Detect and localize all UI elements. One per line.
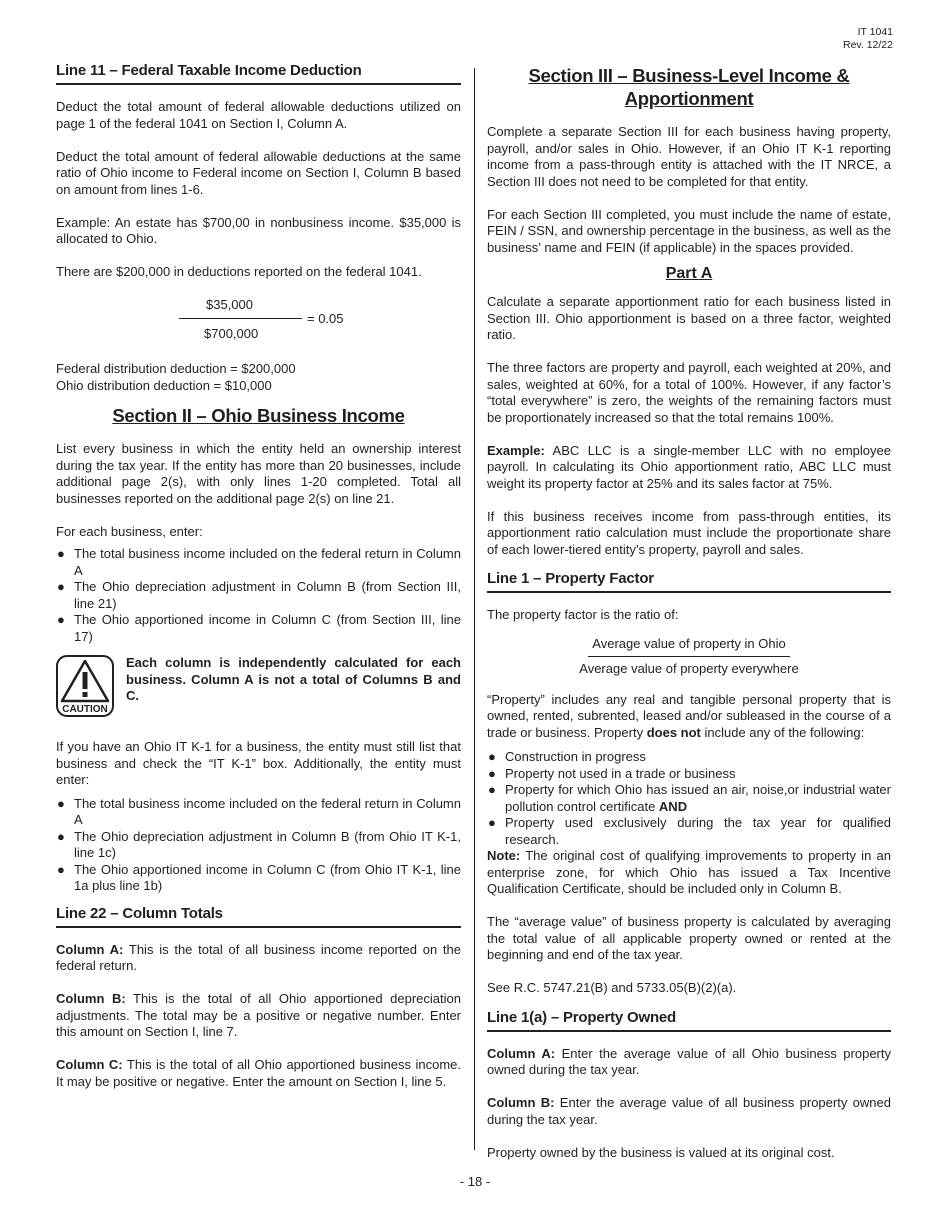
form-number: IT 1041 (857, 26, 893, 38)
line1a-column-a: Column A: Enter the average value of all Ohio business property owned during the tax year. (487, 1045, 891, 1077)
section3-paragraph-1: Complete a separate Section III for each business having property, payroll, and/or sales in Ohio. However, if an Ohio IT K-1 reporting income from a pass-through entity is attached with the IT NRCE, a Section III does not need to be completed for that entity. (487, 124, 891, 189)
bullet-icon: ● (57, 612, 65, 627)
partA-paragraph-1: Calculate a separate apportionment ratio for each business listed in Section III. Ohio apportionment is based on a three factor, weighted ratio. (487, 294, 891, 342)
bullet-icon: ● (488, 782, 496, 797)
bullet-icon: ● (488, 765, 496, 781)
line1-note: Note: The original cost of qualifying improvements to property in an enterprise zone, for which Ohio has issued a Tax Incentive Qualification Certificate, should be included only in Column B. (487, 848, 891, 896)
form-header (843, 26, 893, 51)
section3-heading: Section III – Business-Level Income & Apportionment (528, 65, 850, 109)
fraction-result: = 0.05 (307, 311, 344, 326)
left-column (56, 62, 461, 1107)
line11-heading: Line 11 – Federal Taxable Income Deduction (56, 62, 461, 85)
partA-heading: Part A (665, 265, 713, 282)
bullet-icon: ● (57, 861, 65, 877)
caution-icon (56, 655, 114, 717)
ohio-deduction-result: Ohio distribution deduction = $10,000 (56, 377, 272, 393)
list-item: ● The Ohio apportioned income in Column C (from Section III, line 17) (57, 612, 461, 644)
line1a-heading: Line 1(a) – Property Owned (487, 1009, 891, 1032)
property-numerator: Average value of property in Ohio (588, 636, 789, 658)
section2-bullets-1 (56, 546, 461, 645)
bullet-icon: ● (57, 828, 65, 844)
list-item: ● Property not used in a trade or business (488, 765, 736, 781)
line1-paragraph-1: The property factor is the ratio of: (487, 607, 679, 622)
section2-heading: Section II – Ohio Business Income (112, 405, 405, 426)
line1-paragraph-3: The “average value” of business property is calculated by averaging the total value of all applicable property owned or rented at the beginning and end of the tax year. (487, 914, 891, 962)
line1a-paragraph: Property owned by the business is valued at its original cost. (487, 1144, 835, 1160)
fraction-bar (179, 318, 302, 319)
column-divider (474, 68, 475, 1150)
caution-label: CAUTION (62, 704, 108, 715)
property-exclusions (487, 749, 891, 848)
line1-heading: Line 1 – Property Factor (487, 570, 891, 593)
line22-column-a: Column A: This is the total of all business income reported on the federal return. (56, 941, 461, 973)
bullet-icon: ● (57, 546, 65, 561)
partA-paragraph-3: If this business receives income from pass-through entities, its apportionment ratio calculation must include the proportionate share of each lower-tiered entity’s property, payroll and sales. (487, 508, 891, 557)
bullet-icon: ● (57, 579, 65, 594)
list-item: ● The total business income included on the federal return in Column A (57, 795, 461, 827)
right-column (487, 62, 891, 1178)
partA-example: Example: ABC LLC is a single-member LLC with no employee payroll. In calculating its Ohio apportionment ratio, ABC LLC must weight its property factor at 25% and its sales factor at 75%. (487, 442, 891, 491)
list-item: ● The Ohio apportioned income in Column C (from Ohio IT K-1, line 1a plus line 1b) (57, 861, 461, 893)
section2-paragraph-1: List every business in which the entity held an ownership interest during the tax year. If the entity has more than 20 businesses, include additional page 2(s), with only lines 1-20 completed. Total all businesses reported on the additional page 2(s) on line 21. (56, 441, 461, 506)
section3-paragraph-2: For each Section III completed, you must include the name of estate, FEIN / SSN, and ownership percentage in the business, as well as the business’ name and FEIN (if applicable) in the spaces provided. (487, 206, 891, 255)
section2-paragraph-2: For each business, enter: (56, 523, 203, 539)
list-item: ● The total business income included on the federal return in Column A (57, 546, 461, 578)
list-item: ● The Ohio depreciation adjustment in Column B (from Section III, line 21) (57, 579, 461, 611)
fraction-denominator: $700,000 (204, 326, 259, 341)
bullet-icon: ● (488, 815, 496, 830)
line11-paragraph-2: Deduct the total amount of federal allowable deductions at the same ratio of Ohio income to Federal income on Section I, Column B based on amount from lines 1-6. (56, 148, 461, 197)
line22-column-c: Column C: This is the total of all Ohio apportioned business income. It may be positive or negative. Enter the amount on Section I, line 5. (56, 1057, 461, 1089)
section2-bullets-2 (56, 796, 461, 895)
form-revision: Rev. 12/22 (842, 38, 893, 51)
list-item: ● The Ohio depreciation adjustment in Column B (from Ohio IT K-1, line 1c) (57, 828, 461, 860)
caution-text: Each column is independently calculated for each business. Column A is not a total of Columns B and C. (126, 655, 461, 703)
page-number: - 18 - (459, 1174, 491, 1189)
line1a-column-b: Column B: Enter the average value of all business property owned during the tax year. (487, 1095, 891, 1127)
ratio-fraction (56, 297, 461, 347)
federal-deduction-result: Federal distribution deduction = $200,000 (56, 361, 296, 376)
list-item: ● Property for which Ohio has issued an air, noise,or industrial water pollution control certificate AND (488, 782, 891, 814)
line11-example: Example: An estate has $700,00 in nonbusiness income. $35,000 is allocated to Ohio. (56, 214, 461, 246)
section2-paragraph-3: If you have an Ohio IT K-1 for a business, the entity must still list that business and check the “IT K-1” box. Additionally, the entity must enter: (56, 739, 461, 787)
caution-box (56, 655, 461, 717)
property-denominator: Average value of property everywhere (579, 661, 799, 676)
line11-deductions: There are $200,000 in deductions reported on the federal 1041. (56, 264, 422, 279)
line22-column-b: Column B: This is the total of all Ohio apportioned depreciation adjustments. The total may be a positive or negative number. Enter this amount on Section I, line 7. (56, 991, 461, 1039)
list-item: ● Property used exclusively during the tax year for qualified research. (488, 815, 891, 847)
line22-heading: Line 22 – Column Totals (56, 905, 461, 928)
line1-reference: See R.C. 5747.21(B) and 5733.05(B)(2)(a). (487, 980, 737, 995)
line1-paragraph-2: “Property” includes any real and tangible personal property that is owned, rented, subrented, leased and/or subleased in the course of a trade or business. Property does not include any of the following: (487, 691, 891, 740)
fraction-numerator: $35,000 (206, 297, 253, 312)
bullet-icon: ● (488, 749, 496, 764)
line11-paragraph-1: Deduct the total amount of federal allowable deductions utilized on page 1 of the federal 1041 on Section I, Column A. (56, 99, 461, 131)
property-fraction (487, 636, 891, 678)
bullet-icon: ● (57, 795, 65, 811)
list-item: ● Construction in progress (488, 749, 646, 764)
partA-paragraph-2: The three factors are property and payroll, each weighted at 20%, and sales, weighted at 60%, for a total of 100%. However, if any factor’s “total everywhere” is zero, the weights of the remaining factors must be proportionately increased so that the total remains 100%. (487, 360, 891, 425)
